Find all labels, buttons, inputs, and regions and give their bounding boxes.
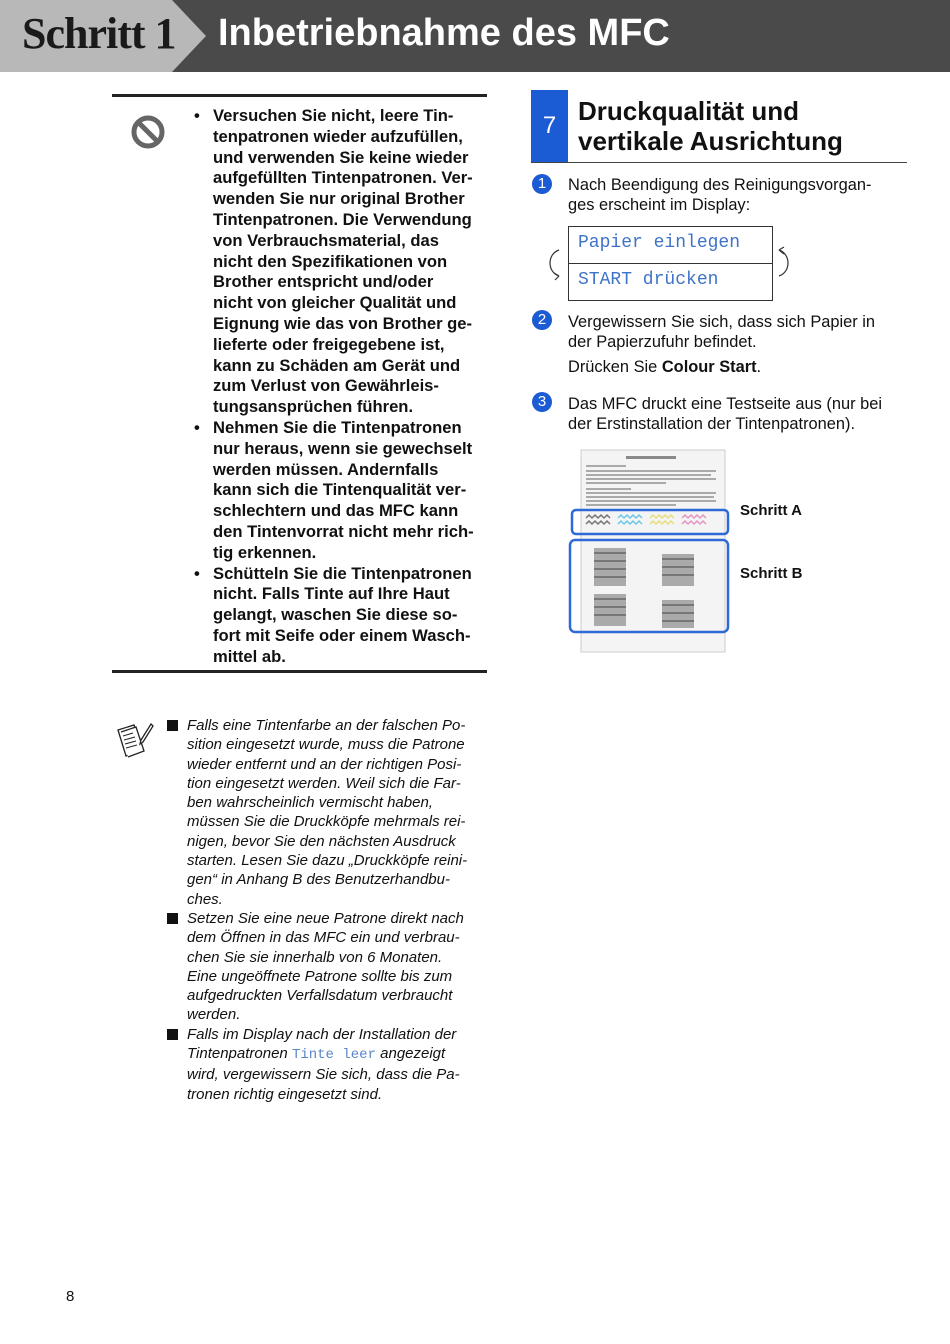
step-2-text: Vergewissern Sie sich, dass sich Papier in der Papierzufuhr befindet. Drücken Sie Colour Start. [568,313,876,376]
page-title: Inbetriebnahme des MFC [218,12,670,54]
note-item [167,1025,487,1104]
step-3-icon: 3 [532,392,552,412]
note-line: tronen richtig eingesetzt sind. [187,1085,383,1103]
caution-item: • Schütteln Sie die Tintenpatronen nicht. Falls Tinte auf Ihre Haut gelangt, waschen Sie diese so- fort mit Seife oder einem Wasch- mittel ab. [194,564,490,668]
note-line: tion eingesetzt werden. Weil sich die Far- [187,774,461,792]
lcd-line-1: Papier einlegen [578,233,741,253]
note-list [167,716,487,1104]
caution-line: nicht von gleicher Qualität und [213,293,457,313]
memo-icon [114,722,154,760]
page-number: 8 [66,1288,75,1305]
caution-line: mittel ab. [213,646,286,666]
test-print-illustration [566,448,732,654]
illustration-label-b: Schritt B [740,565,803,582]
caution-line: kann zu Schäden am Gerät und [213,355,461,375]
section-number: 7 [542,112,557,139]
caution-line: gelangt, waschen Sie diese so- [213,605,458,625]
note-line: wieder entfernt und an der richtigen Posi- [187,755,462,773]
caution-line: Nehmen Sie die Tintenpatronen [213,417,462,437]
step-2-icon: 2 [532,310,552,330]
caution-list [194,106,490,668]
colour-start-key: Colour Start [661,358,757,376]
note-line: ches. [187,890,223,908]
note-line: aufgedruckten Verfallsdatum verbraucht [187,987,453,1005]
caution-line: von Verbrauchsmaterial, das [213,230,439,250]
section-rule [531,162,907,163]
caution-line: tungsansprüchen führen. [213,397,414,417]
note-item [167,716,487,909]
caution-line: Versuchen Sie nicht, leere Tin- [213,106,454,125]
note-line: dem Öffnen in das MFC ein und verbrau- [187,929,460,947]
lcd-display [568,226,773,301]
illustration-label-a: Schritt A [740,502,802,519]
caution-line: werden müssen. Andernfalls [213,459,439,479]
step-1-icon: 1 [532,174,552,194]
caution-line: nur heraus, wenn sie gewechselt [213,438,473,458]
square-bullet-icon [167,1029,178,1040]
caution-item: • Versuchen Sie nicht, leere Tin- tenpatronen wieder aufzufüllen, und verwenden Sie keine wieder aufgefüllten Tintenpatronen. Ver- wenden Sie nur original Brother Tintenpatronen. Die Verwendung von Verbrauchsmaterial, das nicht den Spezifikationen von Brother entspricht und/oder nicht von gleicher Qualität und Eignung wie das von Brother ge- lieferte oder freigegebene ist, kann zu Schäden am Gerät und zum Verlust von Gewährleis- tungsansprüchen führen. [194,106,490,418]
note-line: starten. Lesen Sie dazu „Druckköpfe reini- [187,852,468,870]
note-line: Eine ungeöffnete Patrone sollte bis zum [187,967,453,985]
caution-line: Schütteln Sie die Tintenpatronen [213,563,472,583]
caution-line: den Tintenvorrat nicht mehr rich- [213,521,474,541]
note-line: chen Sie sie innerhalb von 6 Monaten. [187,948,443,966]
square-bullet-icon [167,913,178,924]
note-line: wird, vergewissern Sie sich, dass die Pa- [187,1066,460,1084]
prohibited-icon [131,115,165,149]
note-line: Setzen Sie eine neue Patrone direkt nach [187,909,464,927]
caution-line: zum Verlust von Gewährleis- [213,376,439,396]
note-line: werden. [187,1006,241,1024]
note-line: gen“ in Anhang B des Benutzerhandbu- [187,871,450,889]
caution-line: schlechtern und das MFC kann [213,501,459,521]
step-3-text: Das MFC druckt eine Testseite aus (nur bei der Erstinstallation der Tintenpatronen). [568,395,882,433]
note-line: sition eingesetzt wurde, muss die Patrone [187,736,465,754]
step-1-text: Nach Beendigung des Reinigungsvorgan- ges erscheint im Display: [568,176,872,214]
square-bullet-icon [167,720,178,731]
caution-line: wenden Sie nur original Brother [213,189,465,209]
step-label: Schritt 1 [22,9,176,58]
lcd-message-inline: Tinte leer [291,1047,376,1064]
caution-line: kann sich die Tintenqualität ver- [213,480,467,500]
lcd-divider [569,263,772,264]
note-line: Falls im Display nach der Installation der [187,1025,457,1043]
caution-line: lieferte oder freigegebene ist, [213,334,445,354]
caution-line: tenpatronen wieder aufzufüllen, [213,126,463,146]
caution-line: aufgefüllten Tintenpatronen. Ver- [213,168,473,188]
note-line: Tintenpatronen Tinte leer angezeigt [187,1045,446,1064]
caution-item: • Nehmen Sie die Tintenpatronen nur heraus, wenn sie gewechselt werden müssen. Andernfalls kann sich die Tintenqualität ver- schlechtern und das MFC kann den Tintenvorrat nicht mehr rich- tig erkennen. [194,418,490,564]
caution-line: nicht. Falls Tinte auf Ihre Haut [213,584,450,604]
section-title: Druckqualität und vertikale Ausrichtung [578,96,843,156]
note-line: müssen Sie die Druckköpfe mehrmals rei- [187,813,466,831]
caution-top-rule [112,94,487,97]
caution-bottom-rule [112,670,487,673]
note-item [167,909,487,1025]
note-line: Falls eine Tintenfarbe an der falschen Po- [187,717,466,734]
caution-line: Tintenpatronen. Die Verwendung [213,209,472,229]
note-line: ben wahrscheinlich vermischt haben, [187,794,433,812]
caution-line: Brother entspricht und/oder [213,272,434,292]
caution-line: fort mit Seife oder einem Wasch- [213,625,471,645]
lcd-line-2: START drücken [578,270,719,290]
note-line: nigen, bevor Sie den nächsten Ausdruck [187,832,456,850]
caution-line: tig erkennen. [213,542,317,562]
caution-line: nicht den Spezifikationen von [213,251,448,271]
caution-line: Eignung wie das von Brother ge- [213,313,473,333]
step-tab-arrow [172,0,206,72]
caution-line: und verwenden Sie keine wieder [213,147,469,167]
